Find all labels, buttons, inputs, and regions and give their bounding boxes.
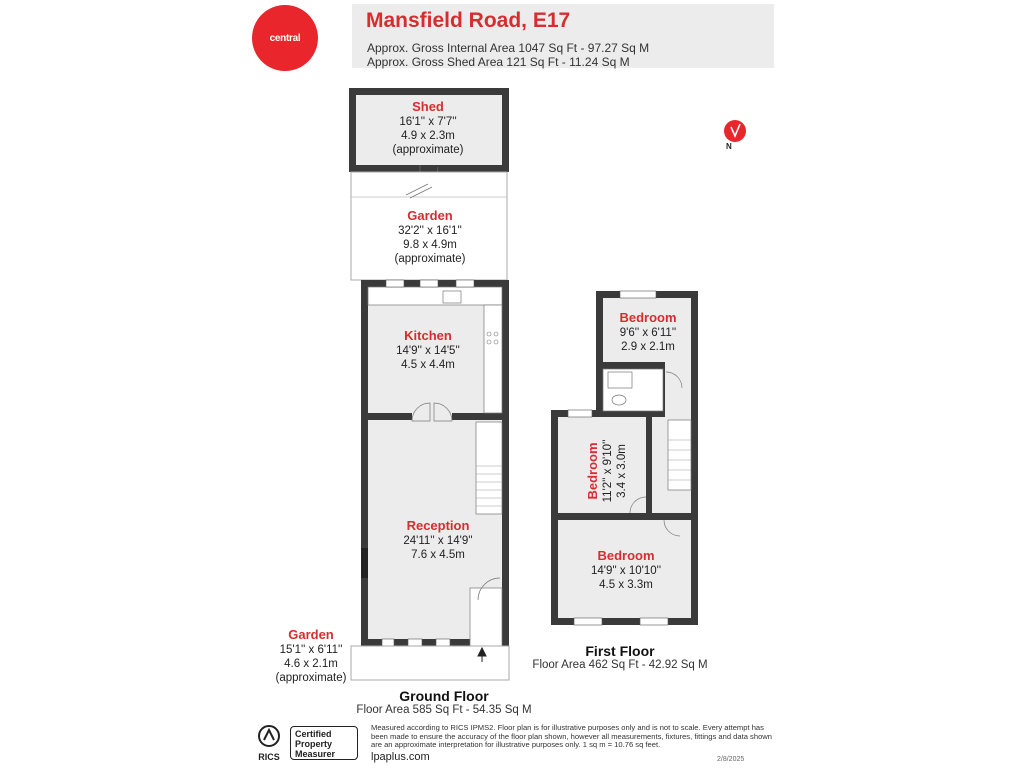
- room-name: Garden: [288, 627, 334, 642]
- room-imperial: 14'9'' x 14'5'': [396, 345, 460, 357]
- room-imperial: 16'1'' x 7'7'': [399, 116, 457, 128]
- plan-date: 2/8/2025: [717, 756, 745, 763]
- room-bedroom-mid: [585, 426, 629, 516]
- room-metric: 2.9 x 2.1m: [621, 341, 675, 353]
- room-metric: 3.4 x 3.0m: [616, 444, 628, 498]
- front-garden-outline: [351, 646, 509, 680]
- room-metric: 4.9 x 2.3m: [401, 130, 455, 142]
- gross-shed-area: Approx. Gross Shed Area 121 Sq Ft - 11.24 Sq M: [367, 55, 630, 69]
- room-name: Kitchen: [404, 328, 452, 343]
- room-imperial: 11'2'' x 9'10'': [602, 439, 614, 503]
- certified-property-measurer-badge: [290, 726, 358, 760]
- room-name: Reception: [406, 518, 470, 533]
- rics-emblem-icon: [252, 724, 286, 748]
- room-bedroom-bottom: [580, 548, 672, 592]
- ground-floor-label: [332, 688, 556, 716]
- room-metric: 9.8 x 4.9m: [403, 239, 457, 251]
- gross-internal-area: Approx. Gross Internal Area 1047 Sq Ft - 97.27 Sq M: [367, 41, 650, 55]
- room-garden-front: [266, 627, 356, 685]
- room-metric: 4.5 x 3.3m: [599, 579, 653, 591]
- room-bedroom-top: [604, 310, 692, 354]
- room-note: (approximate): [394, 253, 466, 265]
- room-metric: 4.5 x 4.4m: [401, 359, 455, 371]
- room-name: Bedroom: [597, 548, 655, 563]
- room-imperial: 32'2'' x 16'1'': [398, 225, 462, 237]
- rics-logo: [252, 724, 286, 760]
- room-name: Bedroom: [585, 442, 600, 500]
- room-name: Bedroom: [619, 310, 677, 325]
- room-imperial: 14'9'' x 10'10'': [590, 565, 662, 577]
- floor-area: Floor Area 462 Sq Ft - 42.92 Sq M: [532, 659, 708, 671]
- room-imperial: 9'6'' x 6'11'': [619, 327, 677, 339]
- badge-line: Property: [295, 739, 333, 749]
- room-name: Shed: [412, 99, 444, 114]
- room-note: (approximate): [275, 672, 347, 684]
- property-title: Mansfield Road, E17: [366, 9, 571, 32]
- first-floor-label: [520, 643, 720, 671]
- room-garden-rear: [380, 208, 480, 266]
- badge-line: Certified: [295, 729, 332, 739]
- room-imperial: 15'1'' x 6'11'': [279, 644, 343, 656]
- logo-text: central: [269, 32, 301, 44]
- room-shed: [378, 99, 478, 157]
- floor-name: Ground Floor: [399, 688, 489, 704]
- floor-area: Floor Area 585 Sq Ft - 54.35 Sq M: [356, 704, 532, 716]
- room-name: Garden: [407, 208, 453, 223]
- rics-text: RICS: [258, 752, 280, 762]
- disclaimer-text: Measured according to RICS IPMS2. Floor plan is for illustrative purposes only and is not to scale. Every attempt has been made to ensure the accuracy of the floor plan shown, however all measurements, fixtures, fittings and data shown are an approximate interpretation for illustrative purposes only. 1 sq m = 10.76 sq feet.: [371, 723, 773, 750]
- room-reception: [388, 518, 488, 562]
- compass-north-label: N: [726, 142, 732, 151]
- room-metric: 7.6 x 4.5m: [411, 549, 465, 561]
- room-metric: 4.6 x 2.1m: [284, 658, 338, 670]
- room-kitchen: [378, 328, 478, 372]
- room-imperial: 24'11'' x 14'9'': [403, 535, 473, 547]
- website-link[interactable]: lpaplus.com: [371, 751, 430, 763]
- badge-line: Measurer: [295, 749, 336, 759]
- room-note: (approximate): [392, 144, 464, 156]
- floor-name: First Floor: [585, 643, 655, 659]
